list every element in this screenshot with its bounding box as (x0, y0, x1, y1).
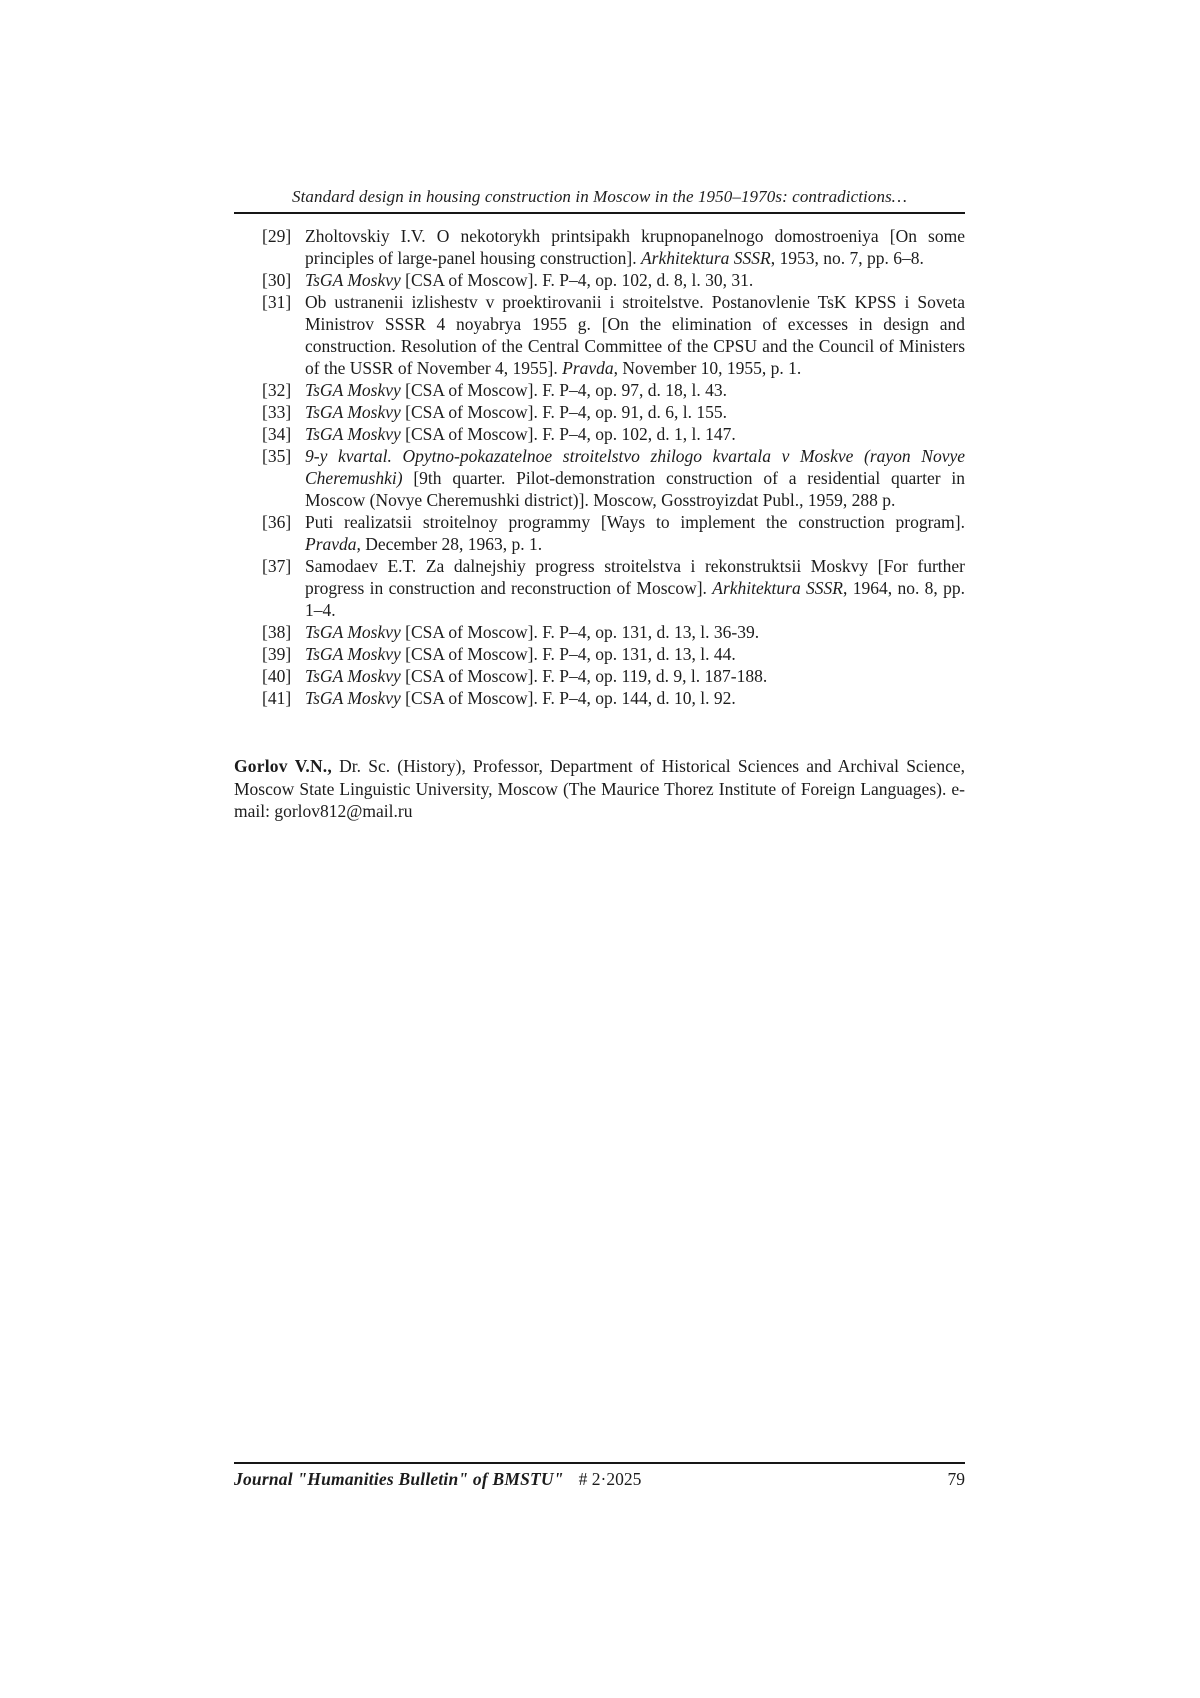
reference-segment: , 1953, no. 7, pp. 6–8. (770, 248, 924, 268)
reference-segment-italic: Pravda (562, 358, 614, 378)
reference-number: [30] (262, 270, 292, 290)
reference-segment: Zholtovskiy I.V. O nekotorykh printsipakh krupnopanelnogo domostroeniya [On some principles of large-panel housing construction]. (305, 226, 965, 268)
reference-segment: [CSA of Moscow]. F. P–4, op. 131, d. 13, l. 44. (400, 644, 736, 664)
reference-number: [41] (262, 688, 292, 708)
reference-segment-italic: TsGA Moskvy (305, 402, 401, 422)
reference-segment-italic: TsGA Moskvy (305, 644, 401, 664)
page-content (234, 0, 965, 823)
reference-number: [33] (262, 402, 292, 422)
reference-list (262, 225, 965, 709)
reference-text (305, 423, 965, 445)
reference-text (305, 643, 965, 665)
reference-text (305, 401, 965, 423)
reference-text (305, 225, 965, 269)
reference-number: [37] (262, 556, 292, 576)
reference-segment-italic: Arkhitektura SSSR (712, 578, 843, 598)
reference-number: [36] (262, 512, 292, 532)
reference-segment: , 1964, no. 8, pp. 1–4. (305, 578, 966, 620)
reference-item (262, 621, 965, 643)
reference-item (262, 225, 965, 269)
footer-left (234, 1469, 641, 1490)
reference-segment: , November 10, 1955, p. 1. (613, 358, 802, 378)
reference-text (305, 555, 965, 621)
reference-item (262, 665, 965, 687)
reference-text (305, 379, 965, 401)
reference-number: [29] (262, 226, 292, 246)
reference-text (305, 621, 965, 643)
page-footer (234, 1462, 965, 1490)
reference-segment-italic: TsGA Moskvy (305, 666, 401, 686)
reference-number: [40] (262, 666, 292, 686)
reference-segment: [CSA of Moscow]. F. P–4, op. 131, d. 13, l. 36-39. (400, 622, 760, 642)
reference-text (305, 291, 965, 379)
reference-segment: Puti realizatsii stroitelnoy programmy [Ways to implement the construction program]. (305, 512, 965, 532)
reference-segment-italic: TsGA Moskvy (305, 380, 401, 400)
reference-segment-italic: Pravda (305, 534, 357, 554)
reference-segment-italic: Arkhitektura SSSR (640, 248, 771, 268)
reference-item (262, 511, 965, 555)
reference-segment-italic: 9-y kvartal. Opytno-pokazatelnoe stroitelstvo zhilogo kvartala v Moskve (rayon Novye Cheremushki) (305, 446, 965, 488)
reference-text (305, 687, 965, 709)
reference-number: [34] (262, 424, 292, 444)
reference-item (262, 445, 965, 511)
reference-number: [39] (262, 644, 292, 664)
reference-item (262, 555, 965, 621)
page-number: 79 (947, 1469, 965, 1489)
reference-item (262, 291, 965, 379)
reference-segment: [CSA of Moscow]. F. P–4, op. 102, d. 8, l. 30, 31. (400, 270, 754, 290)
reference-segment: Ob ustranenii izlishestv v proektirovanii i stroitelstve. Postanovlenie TsK KPSS i Soveta Ministrov SSSR 4 noyabrya 1955 g. [On the elimination of excesses in design and construction. Resolution of the Central Committee of the CPSU and the Council of Ministers of the USSR of November 4, 1955]. (305, 292, 965, 378)
reference-number: [38] (262, 622, 292, 642)
reference-number: [35] (262, 446, 292, 466)
reference-segment-italic: TsGA Moskvy (305, 270, 401, 290)
reference-item (262, 379, 965, 401)
running-head: Standard design in housing construction in Moscow in the 1950–1970s: contradictions… (234, 186, 965, 214)
reference-segment-italic: TsGA Moskvy (305, 622, 401, 642)
issue-number: # 2·2025 (578, 1469, 642, 1489)
reference-text (305, 511, 965, 555)
reference-number: [32] (262, 380, 292, 400)
reference-item (262, 269, 965, 291)
author-note-text: Dr. Sc. (History), Professor, Department of Historical Sciences and Archival Science, Moscow State Linguistic University, Moscow (The Maurice Thorez Institute of Foreign Languages). e-mail: gorlov812@mail.ru (234, 756, 965, 821)
reference-segment: [CSA of Moscow]. F. P–4, op. 144, d. 10, l. 92. (400, 688, 736, 708)
reference-segment: [CSA of Moscow]. F. P–4, op. 102, d. 1, l. 147. (400, 424, 736, 444)
reference-segment: [CSA of Moscow]. F. P–4, op. 91, d. 6, l. 155. (400, 402, 728, 422)
reference-segment: [CSA of Moscow]. F. P–4, op. 119, d. 9, l. 187-188. (400, 666, 768, 686)
reference-text (305, 269, 965, 291)
reference-item (262, 423, 965, 445)
journal-title: Journal "Humanities Bulletin" of BMSTU" (234, 1469, 564, 1489)
reference-number: [31] (262, 292, 292, 312)
reference-item (262, 687, 965, 709)
reference-item (262, 401, 965, 423)
reference-text (305, 445, 965, 511)
reference-segment: [CSA of Moscow]. F. P–4, op. 97, d. 18, l. 43. (400, 380, 728, 400)
reference-segment-italic: TsGA Moskvy (305, 424, 401, 444)
author-note (234, 755, 965, 823)
reference-text (305, 665, 965, 687)
reference-segment-italic: TsGA Moskvy (305, 688, 401, 708)
reference-item (262, 643, 965, 665)
author-name: Gorlov V.N., (234, 756, 332, 776)
reference-segment: [9th quarter. Pilot-demonstration construction of a residential quarter in Moscow (Novye Cheremushki district)]. Moscow, Gosstroyizdat Publ., 1959, 288 p. (305, 468, 965, 510)
reference-segment: Samodaev E.T. Za dalnejshiy progress stroitelstva i rekonstruktsii Moskvy [For further progress in construction and reconstruction of Moscow]. (305, 556, 965, 598)
reference-segment: , December 28, 1963, p. 1. (356, 534, 543, 554)
